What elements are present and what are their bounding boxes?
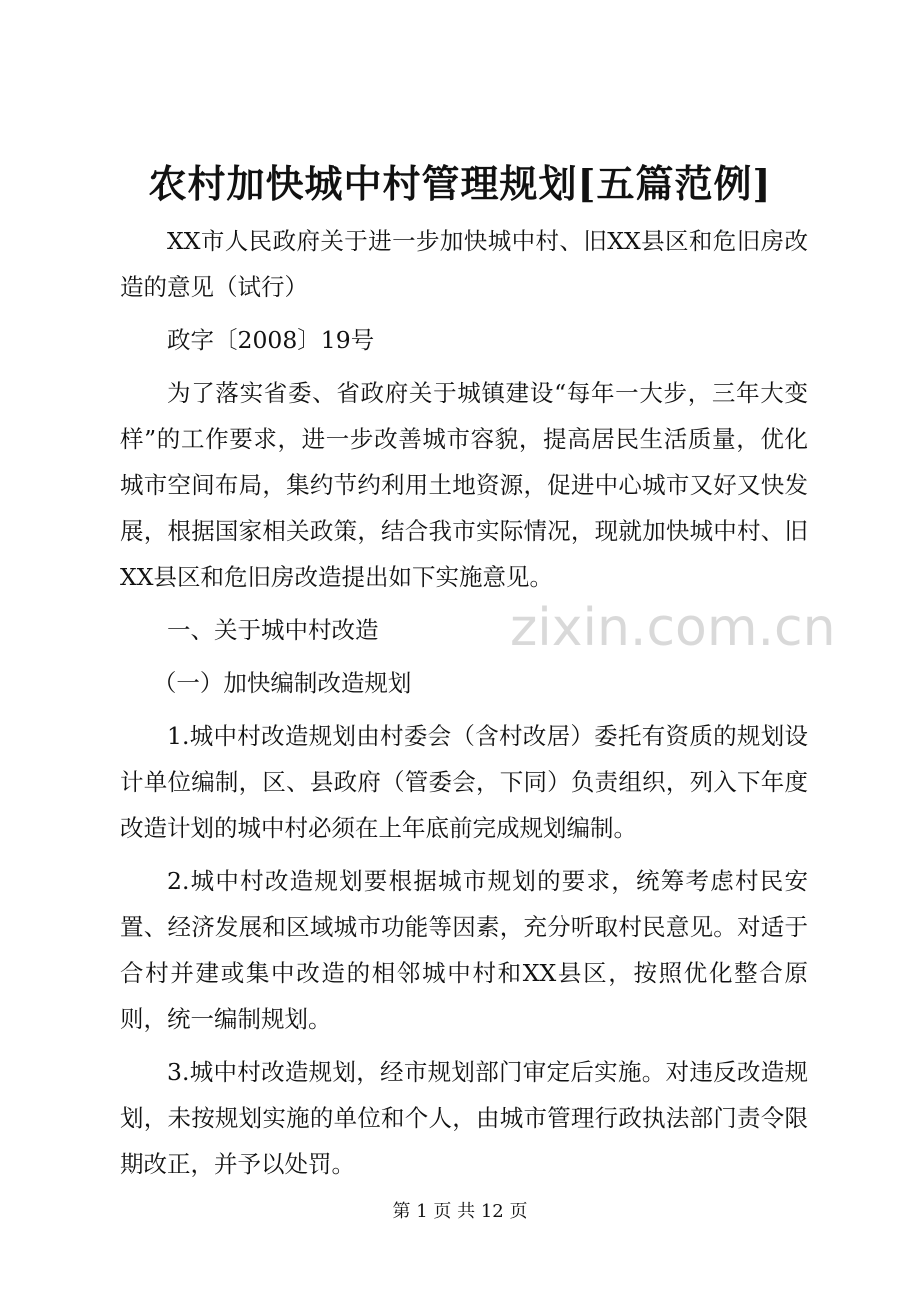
paragraph-heading-notice: XX市人民政府关于进一步加快城中村、旧XX县区和危旧房改造的意见（试行）: [120, 227, 808, 301]
paragraph-intro: 为了落实省委、省政府关于城镇建设“每年一大步，三年大变样”的工作要求，进一步改善城市容貌，提高居民生活质量，优化城市空间布局，集约节约利用土地资源，促进中心城市又好又快发展，根据国家相关政策，结合我市实际情况，现就加快城中村、旧XX县区和危旧房改造提出如下实施意见。: [120, 379, 808, 591]
paragraph-subsection-1: （一）加快编制改造规划: [152, 669, 412, 697]
paragraph-item-1: 1.城中村改造规划由村委会（含村改居）委托有资质的规划设计单位编制，区、县政府（管委会，下同）负责组织，列入下年度改造计划的城中村必须在上年底前完成规划编制。: [120, 722, 808, 842]
document-title: 农村加快城中村管理规划[五篇范例]: [148, 161, 772, 206]
paragraph-section-1: 一、关于城中村改造: [167, 616, 379, 644]
page-footer: 第 1 页 共 12 页: [392, 1201, 528, 1222]
document-body: [120, 218, 836, 1194]
watermark: zixin.com.cn: [510, 598, 836, 658]
paragraph-item-3: 3.城中村改造规划，经市规划部门审定后实施。对违反改造规划，未按规划实施的单位和个人，由城市管理行政执法部门责令限期改正，并予以处罚。: [120, 1058, 808, 1178]
paragraph-item-2: 2.城中村改造规划要根据城市规划的要求，统筹考虑村民安置、经济发展和区域城市功能等因素，充分听取村民意见。对适于合村并建或集中改造的相邻城中村和XX县区，按照优化整合原则，统一编制规划。: [120, 867, 808, 1033]
paragraph-document-number: 政字〔2008〕19号: [167, 326, 375, 354]
